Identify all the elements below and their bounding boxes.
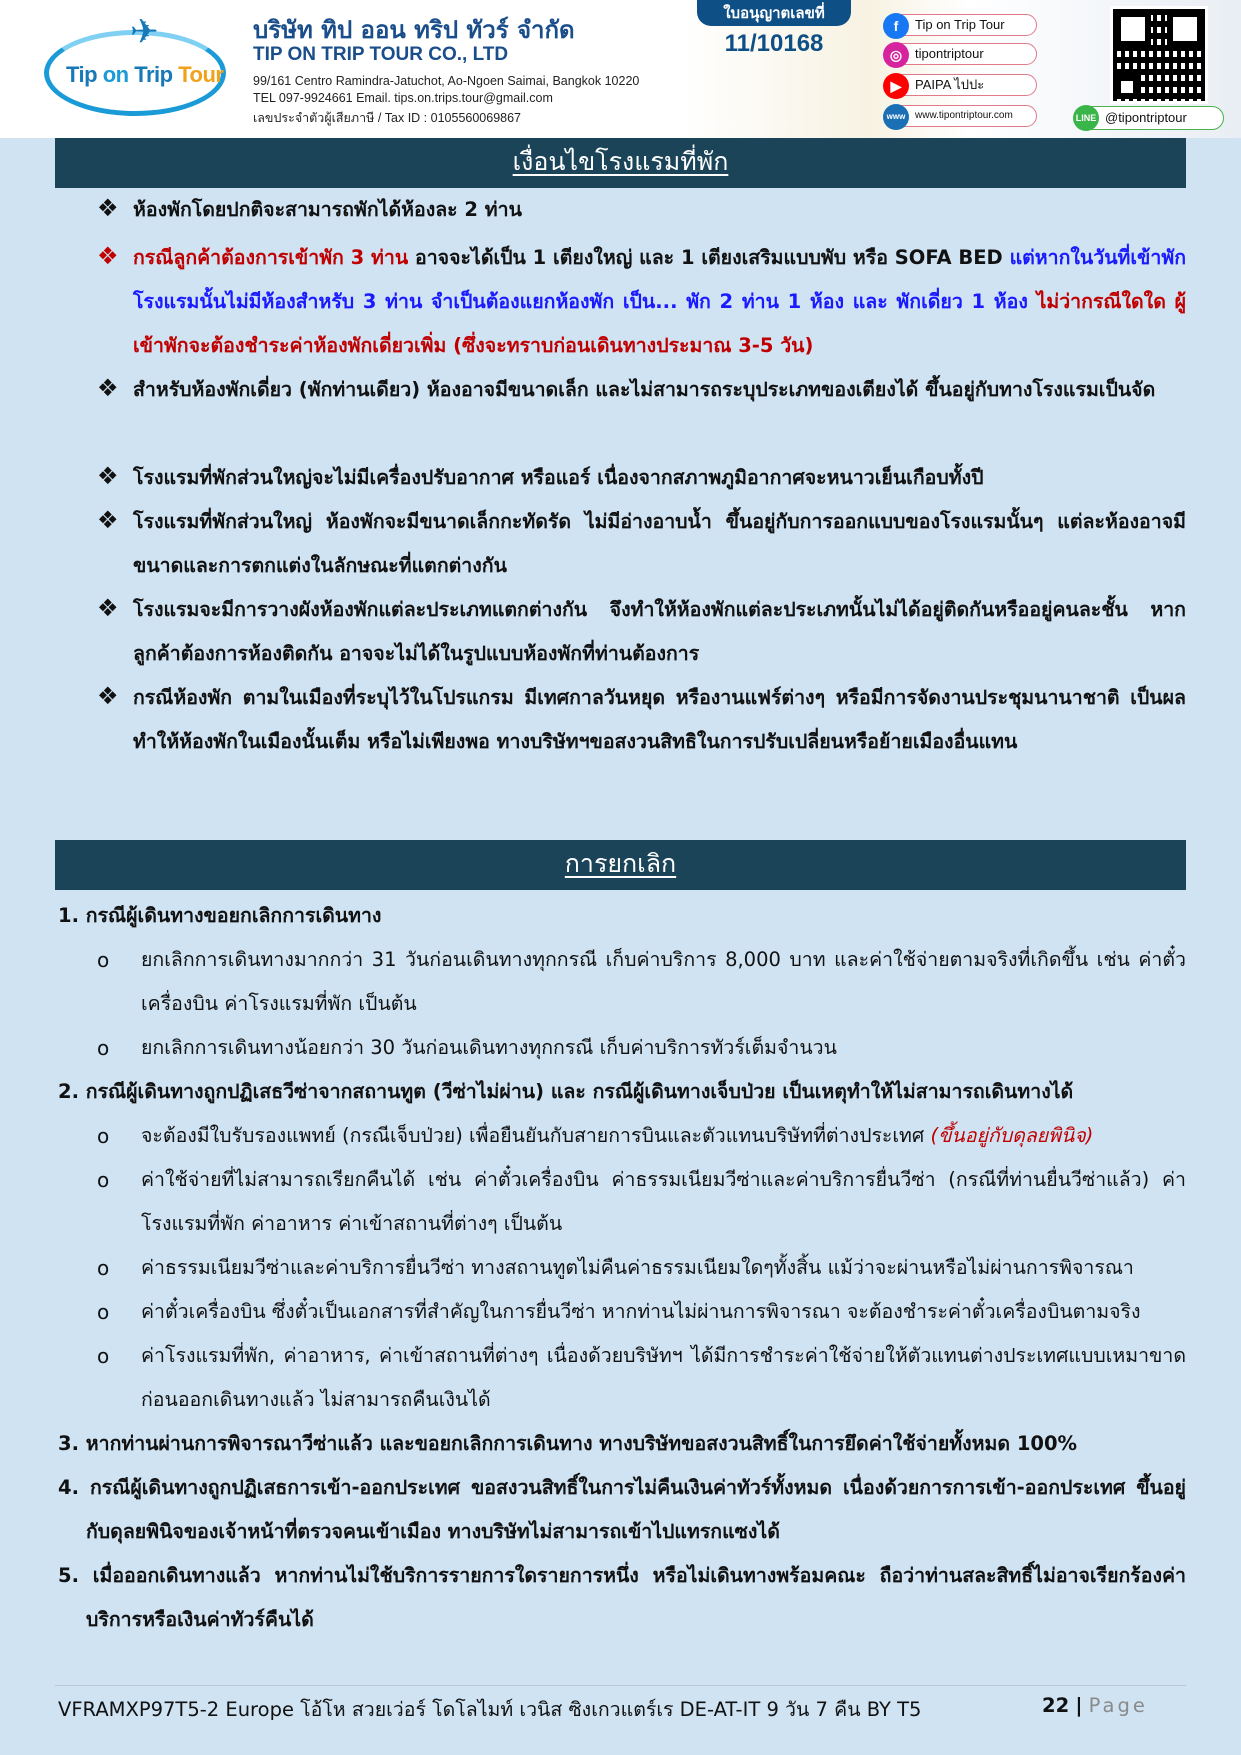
- social-website-label: www.tipontriptour.com: [915, 110, 1013, 121]
- hotel-bullet-3: [97, 368, 1186, 412]
- cancel-item-2-sub-2: [97, 1158, 1186, 1246]
- medical-cert-text: จะต้องมีใบรับรองแพทย์ (กรณีเจ็บป่วย) เพื่อยืนยันกับสายการบินและตัวแทนบริษัทที่ต่างประเทศ: [141, 1124, 931, 1147]
- hotel-bullet-5: [97, 500, 1186, 588]
- cancel-item-2-sub-4: [97, 1290, 1186, 1334]
- qr-code: [1110, 6, 1208, 104]
- hotel-conditions-heading: เงื่อนไขโรงแรมที่พัก: [55, 138, 1186, 188]
- circle-bullet-icon: o: [97, 1168, 110, 1192]
- cancel-sub-text: ค่าธรรมเนียมวีซ่าและค่าบริการยื่นวีซ่า ทางสถานทูตไม่คืนค่าธรรมเนียมใดๆทั้งสิ้น แม้ว่าจะผ่านหรือไม่ผ่านการพิจารณา: [141, 1256, 1134, 1279]
- letterhead: [0, 0, 1241, 138]
- bullet-icon: ❖: [97, 682, 119, 710]
- social-instagram[interactable]: [884, 43, 1037, 65]
- line-icon: LINE: [1073, 105, 1099, 131]
- hotel-bullet-6: [97, 588, 1186, 676]
- footer-divider: [55, 1685, 1186, 1686]
- cancel-item-2-sub-1: [97, 1114, 1186, 1158]
- circle-bullet-icon: o: [97, 948, 110, 972]
- cancel-item-1-sub-1: [97, 938, 1186, 1026]
- hotel-bullet-text: [97, 236, 1186, 368]
- cancel-item-1-sub-2: [97, 1026, 1186, 1070]
- instagram-icon: ◎: [883, 42, 909, 68]
- footer-program-code: VFRAMXP97T5-2 Europe โอ้โห สวยเว่อร์ โดโลไมท์ เวนิส ซิงเกวแตร์เร DE-AT-IT 9 วัน 7 คืน BY T5: [58, 1698, 922, 1721]
- company-logo: [44, 12, 226, 118]
- cancel-sub-text: ยกเลิกการเดินทางมากกว่า 31 วันก่อนเดินทางทุกกรณี เก็บค่าบริการ 8,000 บาท และค่าใช้จ่ายตามจริงที่เกิดขึ้น เช่น ค่าตั๋วเครื่องบิน ค่าโรงแรมที่พัก เป็นต้น: [141, 948, 1186, 1015]
- company-tax-id: เลขประจำตัวผู้เสียภาษี / Tax ID : 0105560069867: [253, 111, 522, 125]
- company-address: 99/161 Centro Ramindra-Jatuchot, Ao-Ngoen Saimai, Bangkok 10220: [253, 74, 640, 88]
- cancel-sub-text: [97, 1114, 1186, 1158]
- triple-room-lead: กรณีลูกค้าต้องการเข้าพัก 3 ท่าน: [133, 246, 409, 269]
- hotel-bullet-2: [97, 236, 1186, 368]
- cancel-sub-text: ค่าตั๋วเครื่องบิน ซึ่งตั๋วเป็นเอกสารที่สำคัญในการยื่นวีซ่า หากท่านไม่ผ่านการพิจารณา จะต้องชำระค่าตั๋วเครื่องบินตามจริง: [141, 1300, 1141, 1323]
- social-instagram-label: tipontriptour: [915, 46, 984, 61]
- cancel-sub-text: ค่าโรงแรมที่พัก, ค่าอาหาร, ค่าเข้าสถานที่ต่างๆ เนื่องด้วยบริษัทฯ ได้มีการชำระค่าใช้จ่ายให้ตัวแทนต่างประเทศแบบเหมาขาดก่อนออกเดินทางแล้ว ไม่สามารถคืนเงินได้: [141, 1344, 1186, 1411]
- triple-room-text: อาจจะได้เป็น 1 เตียงใหญ่ และ 1 เตียงเสริมแบบพับ หรือ SOFA BED: [408, 246, 1010, 269]
- social-facebook-label: Tip on Trip Tour: [915, 17, 1005, 32]
- circle-bullet-icon: o: [97, 1300, 110, 1324]
- triple-room-blue-note: แต่หากในวันที่เข้าพักโรงแรมนั้นไม่มีห้องสำหรับ 3 ท่าน จำเป็นต้องแยกห้องพัก เป็น... พัก 2 ท่าน 1 ห้อง และ พักเดี่ยว 1 ห้อง: [133, 246, 1186, 313]
- hotel-bullet-text: ห้องพักโดยปกติจะสามารถพักได้ห้องละ 2 ท่าน: [133, 198, 522, 221]
- cancel-sub-text: ยกเลิกการเดินทางน้อยกว่า 30 วันก่อนเดินทางทุกกรณี เก็บค่าบริการทัวร์เต็มจำนวน: [141, 1036, 837, 1059]
- hotel-bullet-7: [97, 676, 1186, 764]
- footer-page-indicator: [1042, 1694, 1148, 1717]
- website-icon: www: [883, 104, 909, 130]
- logo-word-tip: Tip: [66, 62, 98, 87]
- company-name-english: TIP ON TRIP TOUR CO., LTD: [253, 44, 509, 65]
- hotel-bullet-text: โรงแรมที่พักส่วนใหญ่ ห้องพักจะมีขนาดเล็กกะทัดรัด ไม่มีอ่างอาบน้ำ ขึ้นอยู่กับการออกแบบของโรงแรมนั้นๆ แต่ละห้องอาจมีขนาดและการตกแต่งในลักษณะที่แตกต่างกัน: [133, 510, 1186, 577]
- hotel-bullet-4: [97, 456, 1186, 500]
- cancel-item-3: [58, 1422, 1186, 1466]
- cancel-item-5: [58, 1554, 1186, 1642]
- bullet-icon: ❖: [97, 194, 119, 222]
- social-line[interactable]: [1074, 106, 1224, 130]
- facebook-icon: f: [883, 13, 909, 39]
- bullet-icon: ❖: [97, 506, 119, 534]
- social-youtube-label: PAIPA ไปปะ: [915, 77, 985, 92]
- hotel-bullet-1: [97, 188, 1186, 232]
- hotel-bullet-text: สำหรับห้องพักเดี่ยว (พักท่านเดียว) ห้องอาจมีขนาดเล็ก และไม่สามารถระบุประเภทของเตียงได้ ขึ้นอยู่กับทางโรงแรมเป็นจัด: [133, 378, 1156, 401]
- bullet-icon: ❖: [97, 374, 119, 402]
- hotel-bullet-text: โรงแรมที่พักส่วนใหญ่จะไม่มีเครื่องปรับอากาศ หรือแอร์ เนื่องจากสภาพภูมิอากาศจะหนาวเย็นเกือบทั้งปี: [133, 466, 984, 489]
- hotel-bullet-text: โรงแรมจะมีการวางผังห้องพักแต่ละประเภทแตกต่างกัน จึงทำให้ห้องพักแต่ละประเภทนั้นไม่ได้อยู่ติดกันหรืออยู่คนละชั้น หากลูกค้าต้องการห้องติดกัน อาจจะไม่ได้ในรูปแบบห้องพักที่ท่านต้องการ: [133, 598, 1186, 665]
- cancel-sub-text: ค่าใช้จ่ายที่ไม่สามารถเรียกคืนได้ เช่น ค่าตั๋วเครื่องบิน ค่าธรรมเนียมวีซ่าและค่าบริการยื่นวีซ่า (กรณีที่ท่านยื่นวีซ่าแล้ว) ค่าโรงแรมที่พัก ค่าอาหาร ค่าเข้าสถานที่ต่างๆ เป็นต้น: [141, 1168, 1186, 1235]
- company-name-thai: บริษัท ทิป ออน ทริป ทัวร์ จำกัด: [253, 16, 575, 44]
- social-youtube[interactable]: [884, 74, 1037, 96]
- triple-room-red-note: ไม่ว่ากรณีใดใด ผู้เข้าพักจะต้องชำระค่าห้องพักเดี่ยวเพิ่ม (ซึ่งจะทราบก่อนเดินทางประมาณ 3-5 วัน): [133, 290, 1186, 357]
- license-label: ใบอนุญาตเลขที่: [697, 0, 851, 26]
- youtube-icon: ▶: [883, 73, 909, 99]
- page-word: Page: [1088, 1694, 1148, 1717]
- bullet-icon: ❖: [97, 462, 119, 490]
- circle-bullet-icon: o: [97, 1036, 110, 1060]
- cancel-item-text: 4. กรณีผู้เดินทางถูกปฏิเสธการเข้า-ออกประเทศ ขอสงวนสิทธิ์ในการไม่คืนเงินค่าทัวร์ทั้งหมด เนื่องด้วยการการเข้า-ออกประเทศ ขึ้นอยู่กับดุลยพินิจของเจ้าหน้าที่ตรวจคนเข้าเมือง ทางบริษัทไม่สามารถเข้าไปแทรกแซงได้: [58, 1476, 1186, 1543]
- cancel-item-text: 5. เมื่อออกเดินทางแล้ว หากท่านไม่ใช้บริการรายการใดรายการหนึ่ง หรือไม่เดินทางพร้อมคณะ ถือว่าท่านสละสิทธิ์ไม่อาจเรียกร้องค่าบริการหรือเงินค่าทัวร์คืนได้: [58, 1564, 1186, 1631]
- social-line-label: @tipontriptour: [1105, 110, 1187, 125]
- logo-wordmark: [66, 62, 223, 88]
- logo-word-trip: Trip: [134, 62, 173, 87]
- hotel-bullet-text: กรณีห้องพัก ตามในเมืองที่ระบุไว้ในโปรแกรม มีเทศกาลวันหยุด หรืองานแฟร์ต่างๆ หรือมีการจัดงานประชุมนานาชาติ เป็นผลทำให้ห้องพักในเมืองนั้นเต็ม หรือไม่เพียงพอ ทางบริษัทฯขอสงวนสิทธิในการปรับเปลี่ยนหรือย้ายเมืองอื่นแทน: [133, 686, 1186, 753]
- license-number: 11/10168: [724, 30, 824, 57]
- circle-bullet-icon: o: [97, 1344, 110, 1368]
- page-separator: |: [1075, 1694, 1083, 1717]
- cancel-item-text: 1. กรณีผู้เดินทางขอยกเลิกการเดินทาง: [58, 904, 382, 927]
- cancel-item-2-sub-3: [97, 1246, 1186, 1290]
- airplane-icon: ✈: [130, 12, 159, 52]
- bullet-icon: ❖: [97, 594, 119, 622]
- logo-word-on: on: [102, 62, 129, 87]
- company-contact: TEL 097-9924661 Email. tips.on.trips.tour@gmail.com: [253, 91, 553, 105]
- circle-bullet-icon: o: [97, 1124, 110, 1148]
- cancel-item-text: 2. กรณีผู้เดินทางถูกปฏิเสธวีซ่าจากสถานทูต (วีซ่าไม่ผ่าน) และ กรณีผู้เดินทางเจ็บป่วย เป็นเหตุทำให้ไม่สามารถเดินทางได้: [58, 1080, 1074, 1103]
- cancel-item-2-sub-5: [97, 1334, 1186, 1422]
- cancel-item-4: [58, 1466, 1186, 1554]
- page-number: 22: [1042, 1694, 1070, 1717]
- social-facebook[interactable]: [884, 14, 1037, 36]
- circle-bullet-icon: o: [97, 1256, 110, 1280]
- cancel-item-text: 3. หากท่านผ่านการพิจารณาวีซ่าแล้ว และขอยกเลิกการเดินทาง ทางบริษัทขอสงวนสิทธิ์ในการยึดค่าใช้จ่ายทั้งหมด 100%: [58, 1432, 1078, 1455]
- cancel-item-2: [58, 1070, 1186, 1114]
- social-website[interactable]: [884, 105, 1037, 127]
- cancel-item-1: [58, 894, 1186, 938]
- logo-word-tour: Tour: [178, 62, 224, 87]
- cancellation-heading: การยกเลิก: [55, 840, 1186, 890]
- discretion-note: (ขึ้นอยู่กับดุลยพินิจ): [930, 1124, 1094, 1147]
- bullet-icon: ❖: [97, 242, 119, 270]
